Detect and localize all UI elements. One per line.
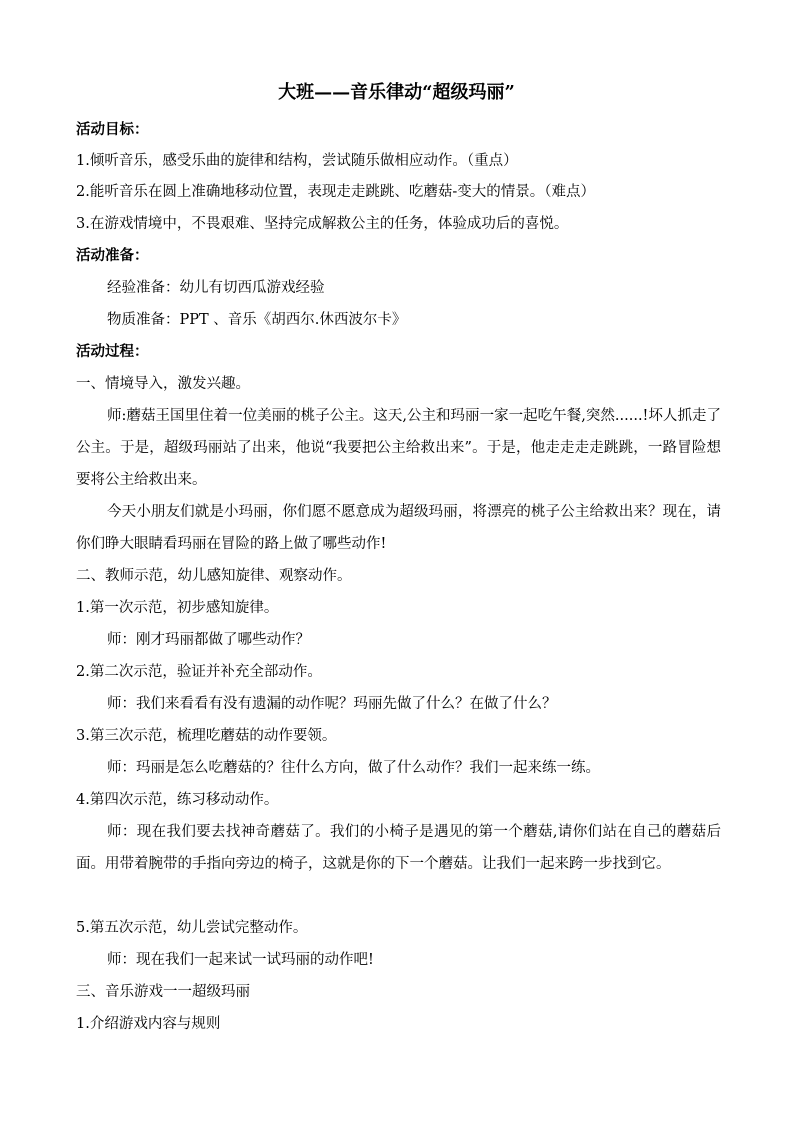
step-5: 5.第五次示范，幼儿尝试完整动作。 xyxy=(76,920,308,936)
goal-item-1: 1.倾听音乐，感受乐曲的旋律和结构，尝试随乐做相应动作。（重点） xyxy=(76,153,518,169)
prep-experience: 经验准备：幼儿有切西瓜游戏经验 xyxy=(107,280,325,296)
step-2-question: 师：我们来看看有没有遗漏的动作呢？玛丽先做了什么？在做了什么？ xyxy=(107,696,557,712)
step-1-question: 师：刚才玛丽都做了哪些动作？ xyxy=(107,632,310,648)
step-2: 2.第二次示范，验证并补充全部动作。 xyxy=(76,664,322,680)
page-title: 大班——音乐律动“超级玛丽” xyxy=(278,82,515,103)
step-5-question: 师：现在我们一起来试一试玛丽的动作吧! xyxy=(107,952,374,968)
intro-paragraph-1: 师:蘑菇王国里住着一位美丽的桃子公主。这天,公主和玛丽一家一起吃午餐,突然......!坏人抓走了公主。于是，超级玛丽站了出来，他说“我要把公主给救出来”。于是，他走走走走跳跳，一路冒险想要将公主给救出来。 xyxy=(76,408,721,488)
prep-heading: 活动准备： xyxy=(76,247,149,264)
step-1: 1.第一次示范，初步感知旋律。 xyxy=(76,600,279,616)
step-3: 3.第三次示范，梳理吃蘑菇的动作要领。 xyxy=(76,728,337,744)
goals-heading: 活动目标： xyxy=(76,121,149,138)
goal-item-2: 2.能听音乐在圆上准确地移动位置，表现走走跳跳、吃蘑菇-变大的情景。（难点） xyxy=(76,184,595,200)
process-heading: 活动过程： xyxy=(76,343,149,360)
goal-item-3: 3.在游戏情境中，不畏艰难、坚持完成解救公主的任务，体验成功后的喜悦。 xyxy=(76,216,569,232)
section-1-heading: 一、情境导入，激发兴趣。 xyxy=(76,376,250,392)
game-intro: 1.介绍游戏内容与规则 xyxy=(76,1016,221,1032)
section-3-heading: 三、音乐游戏一一超级玛丽 xyxy=(76,984,250,1000)
step-3-question: 师：玛丽是怎么吃蘑菇的？往什么方向，做了什么动作？我们一起来练一练。 xyxy=(107,760,600,776)
prep-materials: 物质准备：PPT 、音乐《胡西尔.休西波尔卡》 xyxy=(107,312,407,328)
step-4-paragraph: 师：现在我们要去找神奇蘑菇了。我们的小椅子是遇见的第一个蘑菇,请你们站在自己的蘑菇后面。用带着腕带的手指向旁边的椅子，这就是你的下一个蘑菇。让我们一起来跨一步找到它。 xyxy=(76,824,721,872)
step-4: 4.第四次示范，练习移动动作。 xyxy=(76,792,279,808)
section-2-heading: 二、教师示范，幼儿感知旋律、观察动作。 xyxy=(76,568,352,584)
intro-paragraph-2: 今天小朋友们就是小玛丽，你们愿不愿意成为超级玛丽，将漂亮的桃子公主给救出来？现在，请你们睁大眼睛看玛丽在冒险的路上做了哪些动作! xyxy=(76,504,721,552)
